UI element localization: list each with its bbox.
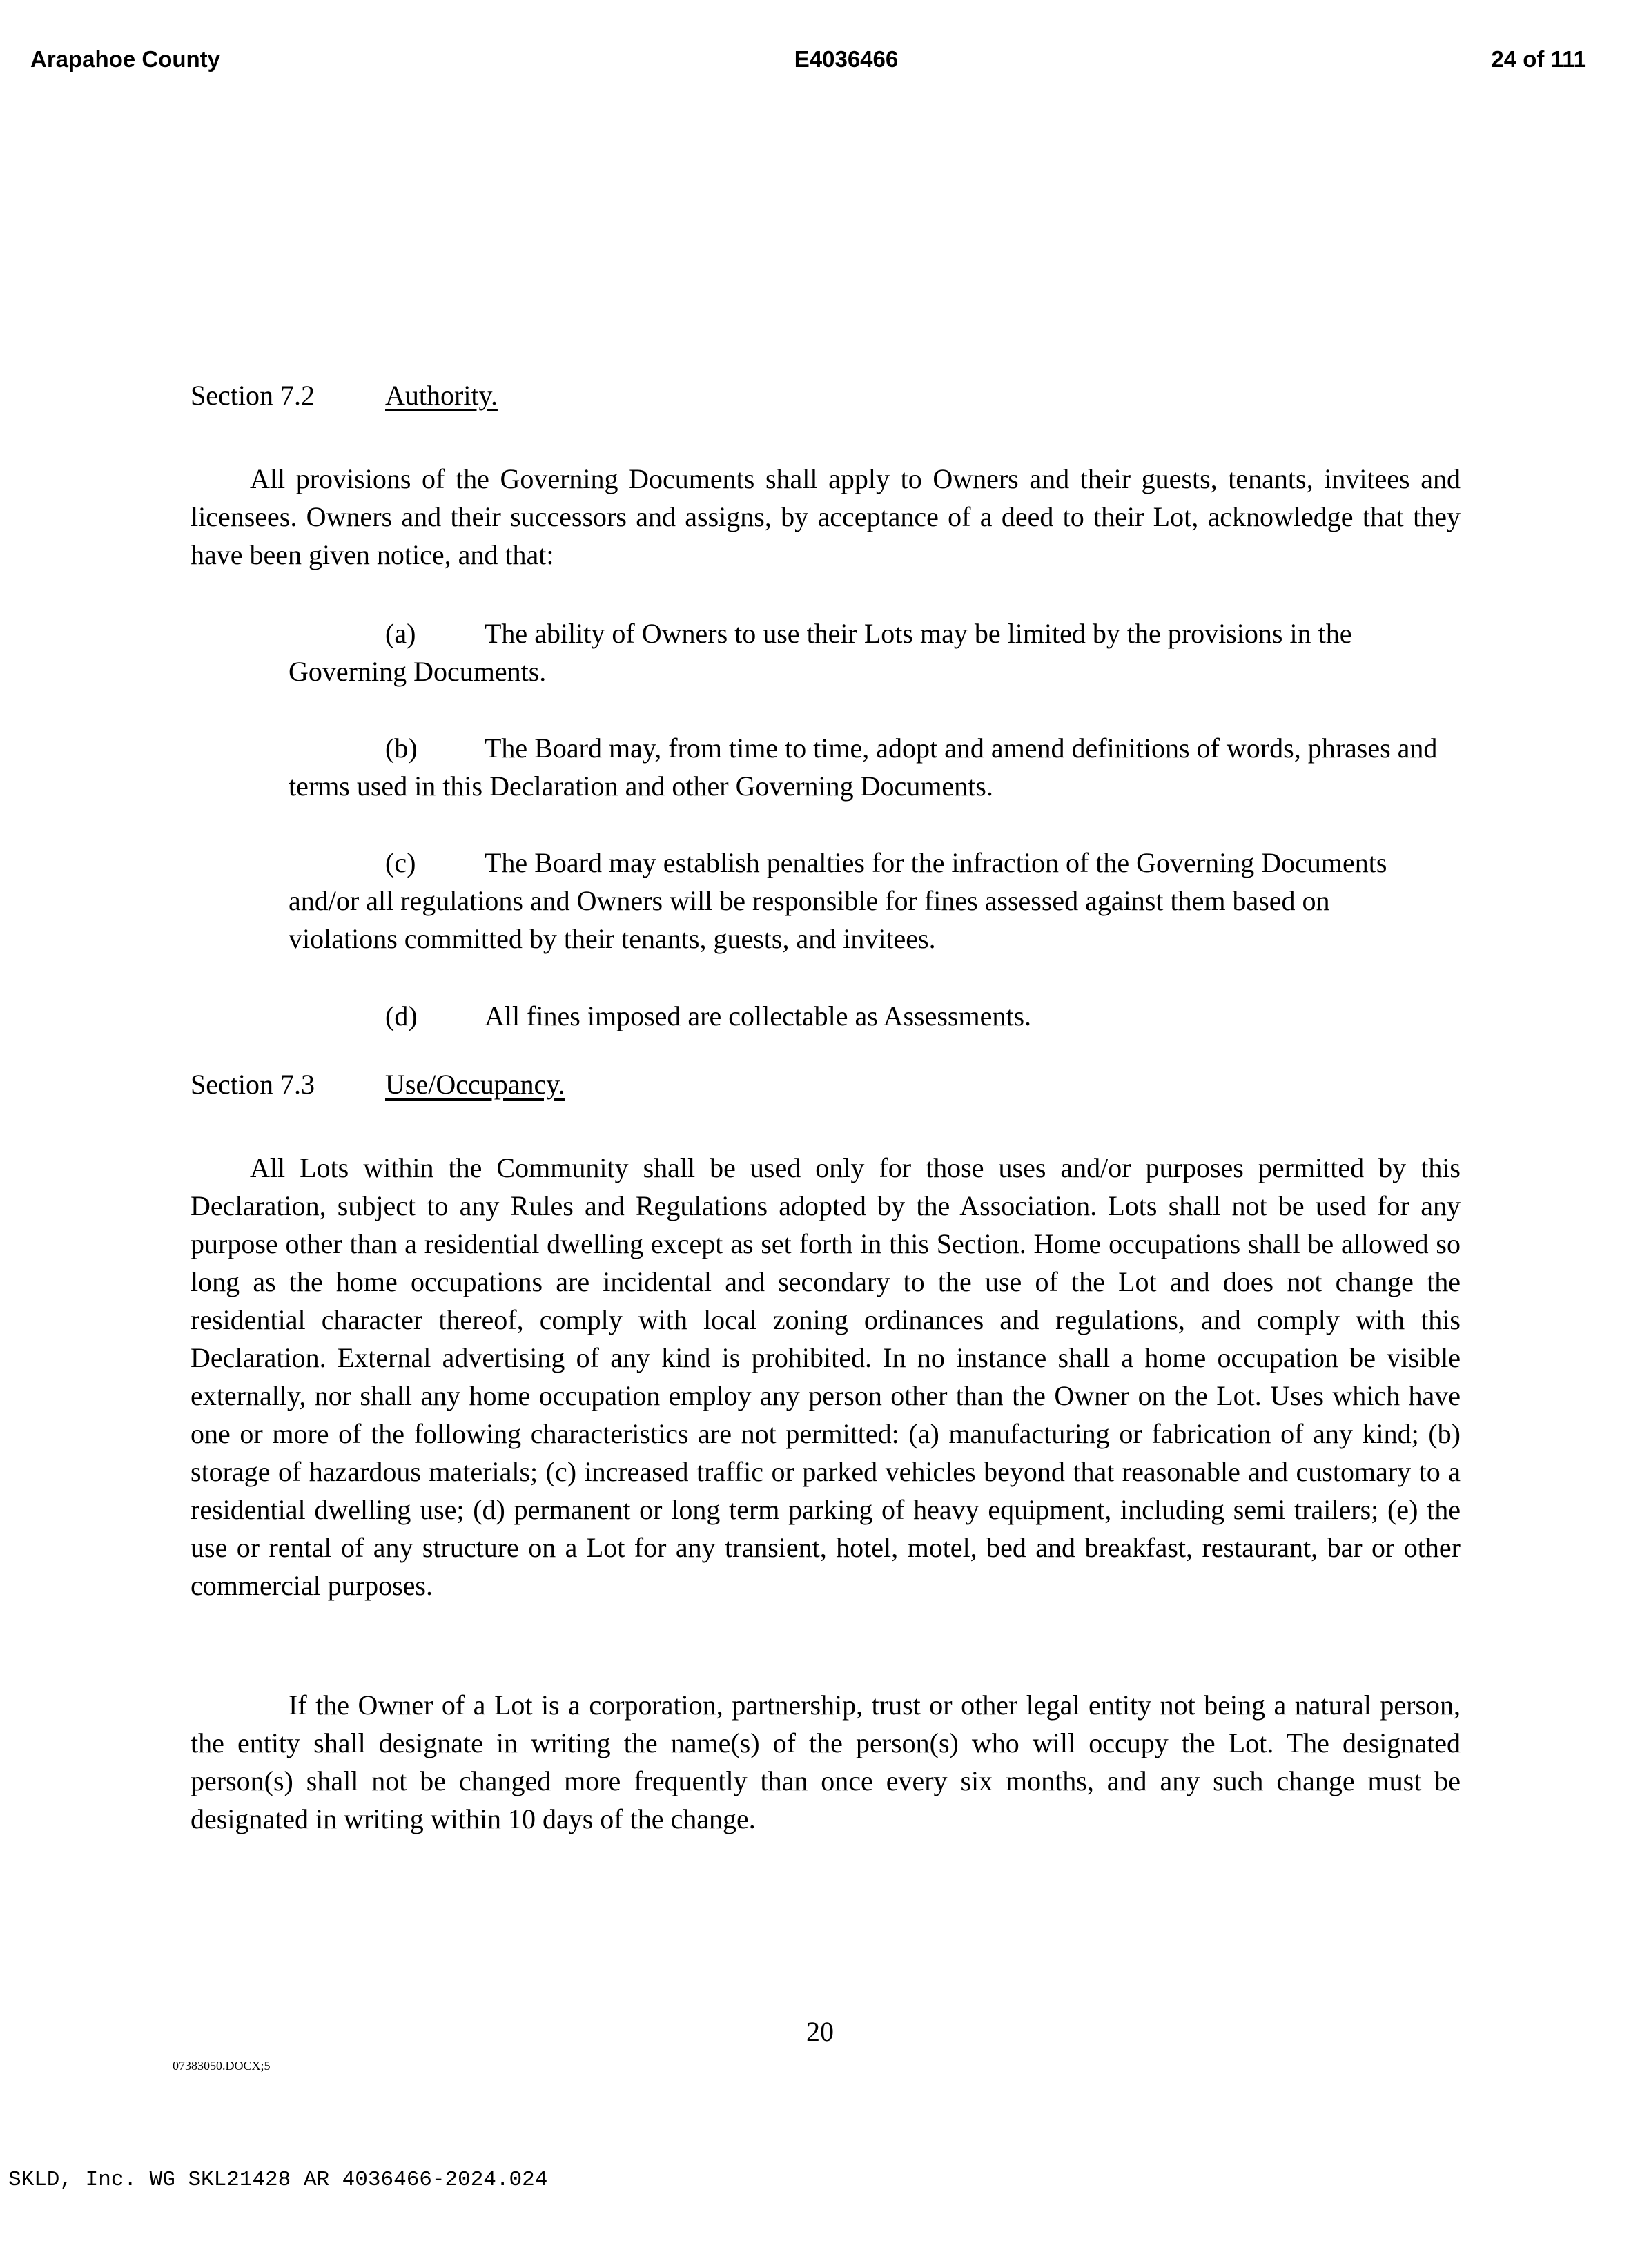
- recording-footer: SKLD, Inc. WG SKL21428 AR 4036466-2024.024: [8, 2168, 548, 2192]
- list-item-label: (b): [385, 733, 418, 764]
- list-item-label: (d): [385, 1000, 418, 1031]
- section-title: Authority.: [385, 380, 498, 411]
- header-reception-number: E4036466: [794, 46, 899, 72]
- header-county: Arapahoe County: [30, 46, 221, 72]
- list-item: [289, 844, 1393, 958]
- list-item: [289, 729, 1462, 805]
- list-item-text: The Board may, from time to time, adopt and amend definitions of words, phrases and terms used in this Declaration and other Governing Documents.: [289, 733, 1438, 802]
- section-7-3-heading: [191, 1067, 565, 1102]
- list-item: [289, 997, 1462, 1035]
- list-item-label: (c): [385, 847, 416, 878]
- section-7-3-paragraph-1: All Lots within the Community shall be used only for those uses and/or purposes permitted by this Declaration, subject to any Rules and Regulations adopted by the Association. Lots shall not be used for any purpose other than a residential dwelling except as set forth in this Section. Home occupations shall be allowed so long as the home occupations are incidental and secondary to the use of the Lot and does not change the residential character thereof, comply with local zoning ordinances and regulations, and comply with this Declaration. External advertising of any kind is prohibited. In no instance shall a home occupation be visible externally, nor shall any home occupation employ any person other than the Owner on the Lot. Uses which have one or more of the following characteristics are not permitted: (a) manufacturing or fabrication of any kind; (b) storage of hazardous materials; (c) increased traffic or parked vehicles beyond that reasonable and customary to a residential dwelling use; (d) permanent or long term parking of heavy equipment, including semi trailers; (e) the use or rental of any structure on a Lot for any transient, hotel, motel, bed and breakfast, restaurant, bar or other commercial purposes.: [191, 1152, 1461, 1601]
- list-item-label: (a): [385, 618, 416, 649]
- list-item-text: The ability of Owners to use their Lots may be limited by the provisions in the Governing Documents.: [289, 618, 1352, 687]
- list-item-text: All fines imposed are collectable as Assessments.: [485, 1000, 1032, 1031]
- header-page-count: 24 of 111: [1491, 46, 1586, 72]
- page-number: 20: [806, 2016, 834, 2047]
- section-number: Section 7.2: [191, 380, 315, 411]
- document-code: 07383050.DOCX;5: [173, 2059, 271, 2073]
- section-7-3-paragraph-2: If the Owner of a Lot is a corporation, partnership, trust or other legal entity not being a natural person, the entity shall designate in writing the name(s) of the person(s) who will occupy the Lot. The designated person(s) shall not be changed more frequently than once every six months, and any such change must be designated in writing within 10 days of the change.: [191, 1689, 1461, 1834]
- section-7-2-heading: [191, 378, 498, 413]
- section-number: Section 7.3: [191, 1069, 315, 1100]
- section-title: Use/Occupancy.: [385, 1069, 565, 1100]
- list-item: [289, 614, 1462, 690]
- section-7-2-intro: All provisions of the Governing Documents shall apply to Owners and their guests, tenants, invitees and licensees. Owners and their successors and assigns, by acceptance of a deed to their Lot, acknowledge that they have been given notice, and that:: [191, 463, 1461, 570]
- list-item-text: The Board may establish penalties for the infraction of the Governing Documents and/or all regulations and Owners will be responsible for fines assessed against them based on violations committed by their tenants, guests, and invitees.: [289, 847, 1387, 954]
